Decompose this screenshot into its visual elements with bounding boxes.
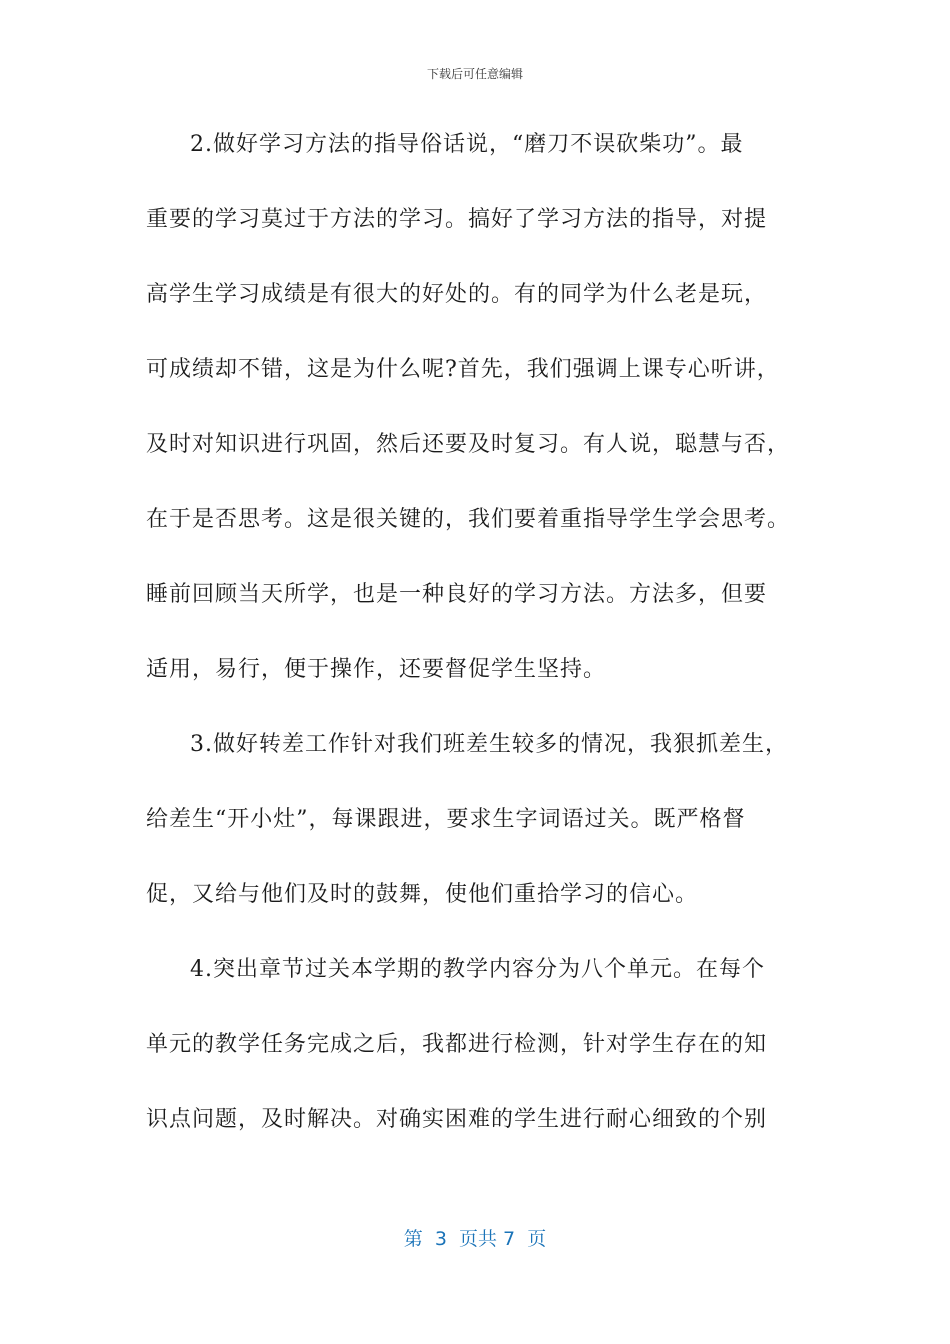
paragraph-line: 3.做好转差工作针对我们班差生较多的情况，我狠抓差生， xyxy=(190,732,788,757)
paragraph-line: 给差生“开小灶”，每课跟进，要求生字词语过关。既严格督 xyxy=(146,807,746,832)
paragraph-line: 可成绩却不错，这是为什么呢?首先，我们强调上课专心听讲， xyxy=(146,357,780,382)
paragraph-line: 促，又给与他们及时的鼓舞，使他们重拾学习的信心。 xyxy=(146,882,699,907)
header-note: 下载后可任意编辑 xyxy=(426,67,523,81)
paragraph-line: 识点问题，及时解决。对确实困难的学生进行耐心细致的个别 xyxy=(146,1107,768,1132)
paragraph-line: 4.突出章节过关本学期的教学内容分为八个单元。在每个 xyxy=(190,957,765,982)
paragraph-line: 适用，易行，便于操作，还要督促学生坚持。 xyxy=(146,657,607,682)
document-body xyxy=(146,120,806,1170)
paragraph-line: 高学生学习成绩是有很大的好处的。有的同学为什么老是玩， xyxy=(146,282,768,307)
paragraph-line: 2.做好学习方法的指导俗话说，“磨刀不误砍柴功”。最 xyxy=(190,132,744,157)
paragraph-line: 及时对知识进行巩固，然后还要及时复习。有人说，聪慧与否， xyxy=(146,432,791,457)
page-number-footer: 第 3 页共 7 页 xyxy=(403,1228,547,1250)
paragraph-line: 在于是否思考。这是很关键的，我们要着重指导学生学会思考。 xyxy=(146,507,791,532)
paragraph-line: 单元的教学任务完成之后，我都进行检测，针对学生存在的知 xyxy=(146,1032,768,1057)
paragraph-line: 重要的学习莫过于方法的学习。搞好了学习方法的指导，对提 xyxy=(146,207,768,232)
paragraph-line: 睡前回顾当天所学，也是一种良好的学习方法。方法多，但要 xyxy=(146,582,768,607)
